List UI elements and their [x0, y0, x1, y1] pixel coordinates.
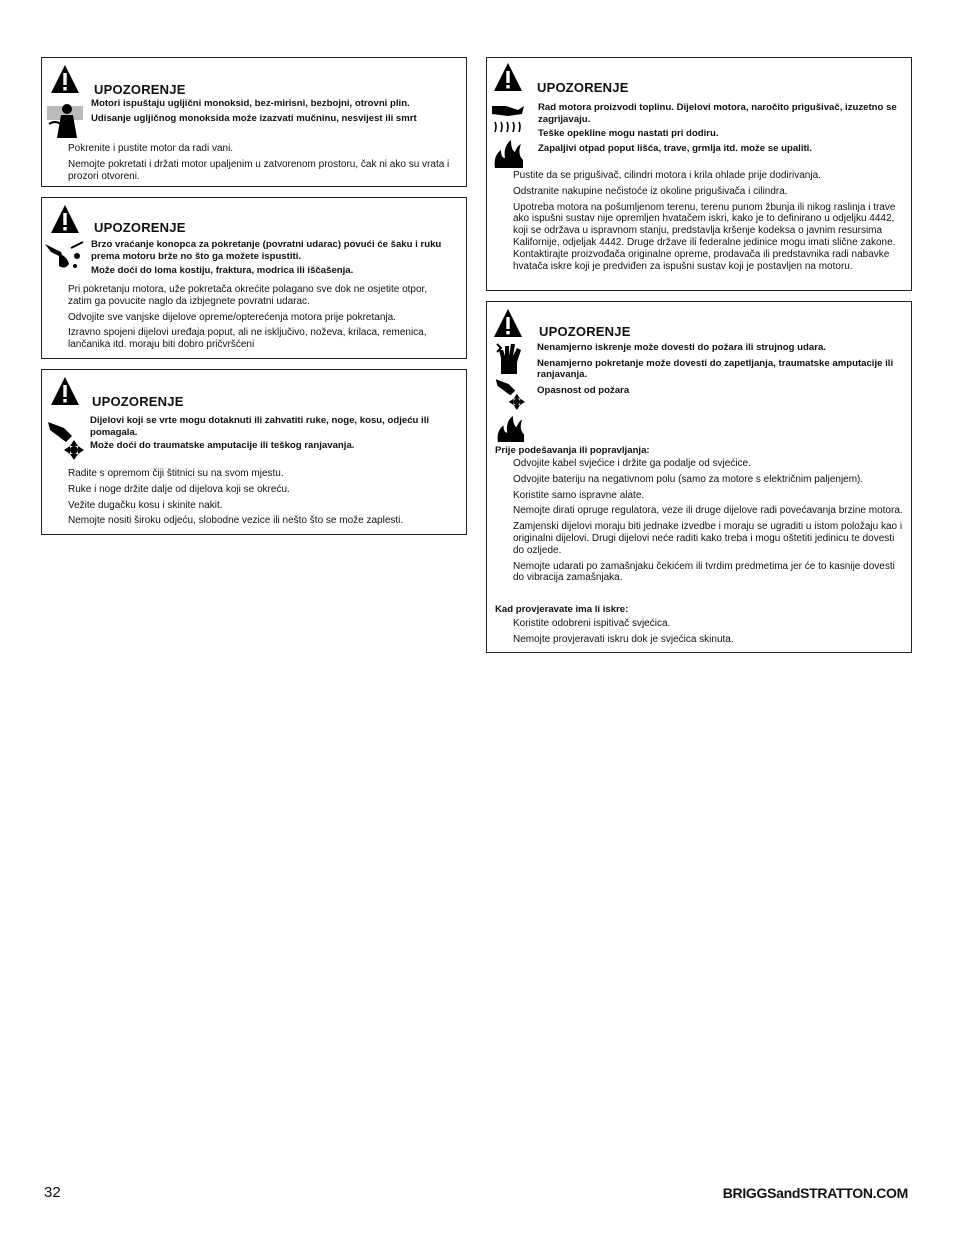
warning-heading: UPOZORENJE [539, 324, 631, 339]
toxic-gas-icon [47, 102, 83, 138]
instruction-text: Koristite odobreni ispitivač svjećica. [513, 618, 671, 629]
hazard-statement: Zapaljivi otpad poput lišća, trave, grmlja itd. može se upaliti. [538, 142, 813, 154]
hazard-statement: Brzo vraćanje konopca za pokretanje (povratni udarac) povući će šaku i ruku prema motoru brže no što ga možete ispustiti. [91, 239, 442, 262]
instruction-text: Pri pokretanju motora, uže pokretača okrećite polagano sve dok ne osjetite otpor, zatim ga povucite naglo da izbjegnete povratni udarac. [68, 284, 428, 307]
hazard-statement: Udisanje ugljičnog monoksida može izazvati mučninu, nesvijest ili smrt [91, 112, 417, 124]
rotating-fan-hand-icon [48, 418, 88, 460]
page-number: 32 [44, 1184, 61, 1201]
hazard-statement: Nenamjerno iskrenje može dovesti do požara ili strujnog udara. [537, 342, 826, 353]
warning-box-carbon-monoxide [41, 57, 467, 187]
warning-box-kickback [41, 197, 467, 359]
instruction-text: Izravno spojeni dijelovi uređaja poput, ali ne isključivo, noževa, krilaca, remenica, lančanika itd. moraju biti dobro pričvršćeni [68, 327, 427, 351]
brand-website: BRIGGSandSTRATTON.COM [722, 1185, 908, 1201]
instruction-text: Nemojte nositi široku odjeću, slobodne vezice ili nešto što se može zaplesti. [68, 515, 404, 527]
fire-icon [495, 414, 527, 442]
rotating-fan-hand-icon [495, 376, 529, 410]
instruction-text: Radite s opremom čiji štitnici su na svom mjestu. [68, 468, 284, 479]
instruction-text: Pokrenite i pustite motor da radi vani. [68, 143, 234, 154]
warning-heading: UPOZORENJE [94, 220, 186, 235]
warning-triangle-icon [493, 308, 523, 338]
instruction-text: Nemojte udarati po zamašnjaku čekićem ili tvrdim predmetima jer će to kasnije dovesti do vibracija zamašnjaka. [513, 560, 895, 584]
warning-heading: UPOZORENJE [537, 80, 629, 95]
warning-box-rotating-parts [41, 369, 467, 535]
hazard-statement: Može doći do loma kostiju, fraktura, modrica ili iščašenja. [91, 265, 354, 276]
instruction-text: Odvojite kabel svjećice i držite ga podalje od svjećice. [513, 458, 751, 469]
section-subheading: Prije podešavanja ili popravljanja: [495, 445, 650, 456]
hazard-statement: Može doći do traumatske amputacije ili teškog ranjavanja. [90, 440, 355, 451]
instruction-text: Odvojite bateriju na negativnom polu (samo za motore s električnim paljenjem). [513, 473, 864, 485]
hazard-statement: Rad motora proizvodi toplinu. Dijelovi motora, naročito prigušivač, izuzetno se zagrijavaju. [538, 102, 897, 125]
instruction-text: Vežite dugačku kosu i skinite nakit. [68, 499, 223, 511]
warning-triangle-icon [50, 204, 80, 234]
instruction-text: Nemojte pokretati i držati motor upaljenim u zatvorenom prostoru, čak ni ako su vrata i prozori otvoreni. [68, 158, 450, 182]
warning-heading: UPOZORENJE [94, 82, 186, 97]
hazard-statement: Teške opekline mogu nastati pri dodiru. [538, 128, 719, 139]
hazard-statement: Opasnost od požara [537, 384, 630, 396]
warning-box-hot-parts [486, 57, 912, 291]
instruction-text: Nemojte provjeravati iskru dok je svjećica skinuta. [513, 633, 734, 645]
kickback-hand-icon [45, 238, 85, 274]
warning-triangle-icon [50, 64, 80, 94]
electric-shock-icon [495, 340, 525, 374]
hazard-statement: Motori ispuštaju ugljični monoksid, bez-mirisni, bezbojni, otrovni plin. [91, 98, 410, 109]
instruction-text: Odstranite nakupine nečistoće iz okoline prigušivača i cilindra. [513, 185, 788, 197]
instruction-text: Ruke i noge držite dalje od dijelova koji se okreću. [68, 483, 290, 495]
instruction-text: Pustite da se prigušivač, cilindri motora i krila ohlade prije dodirivanja. [513, 170, 821, 181]
hazard-statement: Nenamjerno pokretanje može dovesti do zapetljanja, traumatske amputacije ili ranjavanja. [537, 357, 894, 380]
hot-surface-icon [492, 102, 526, 132]
warning-triangle-icon [493, 62, 523, 92]
fire-icon [493, 138, 525, 168]
instruction-text: Koristite samo ispravne alate. [513, 489, 645, 501]
instruction-text: Zamjenski dijelovi moraju biti jednake izvedbe i moraju se ugraditi u istom položaju kao i originalni dijelovi. Drugi dijelovi neće raditi kako treba i mogu oštetiti jedinicu te dovesti do ozljede. [513, 521, 903, 556]
section-subheading: Kad provjeravate ima li iskre: [495, 604, 629, 615]
instruction-text: Nemojte dirati opruge regulatora, veze ili druge dijelove radi povećavanja brzine motora. [513, 505, 903, 517]
instruction-text: Odvojite sve vanjske dijelove opreme/opterećenja motora prije pokretanja. [68, 311, 396, 323]
warning-triangle-icon [50, 376, 80, 406]
warning-box-sparking-fire [486, 301, 912, 653]
instruction-text: Upotreba motora na pošumljenom terenu, terenu punom žbunja ili nikog raslinja i trave ako ispušni sustav nije opremljen hvatačem iskri, kako je to definirano u odjeljku 4442, koji se održava u ispravnom stanju, predstavlja kršenje kodeksa o javnim resursima Kalifornije, odjeljak 4442. Druge države ili federalne jedinice mogu imati slične zakone. Kontaktirajte proizvođača originalne opreme, prodavača ili predstavnika radi nabavke hvatača iskre koji je predviđen za ispušni sustav koji je postavljen na motoru. [513, 201, 896, 272]
warning-heading: UPOZORENJE [92, 394, 184, 409]
hazard-statement: Dijelovi koji se vrte mogu dotaknuti ili zahvatiti ruke, noge, kosu, odjeću ili pomagala. [90, 415, 430, 438]
